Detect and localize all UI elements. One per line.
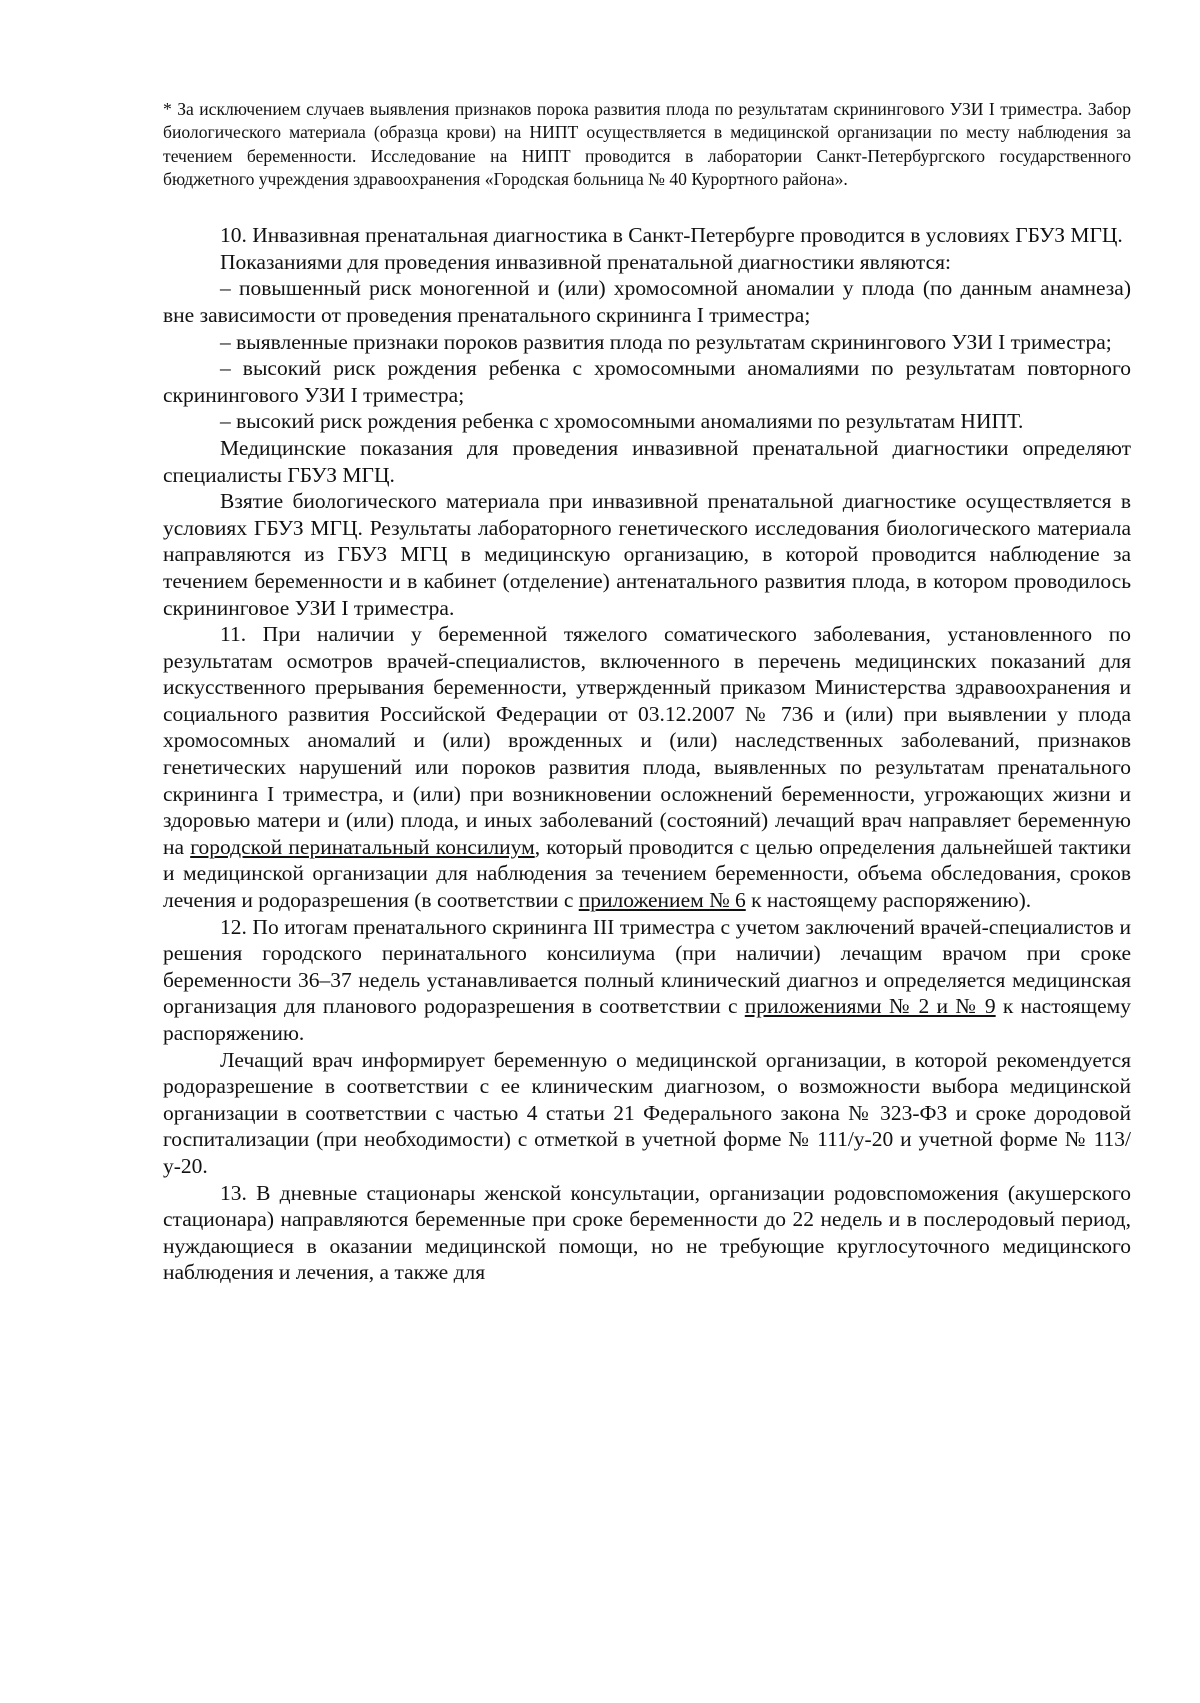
paragraph-12 xyxy=(163,914,1131,1047)
paragraph-11-text: , который проводится с целью определения дальнейшей тактики и медицинской организации для наблюдения за течением беременности, объема обследования, сроков лечения и родоразрешения (в соответствии с xyxy=(163,834,1131,913)
indication-item: – высокий риск рождения ребенка с хромосомными аномалиями по результатам НИПТ. xyxy=(220,409,1024,434)
appendix-6-link[interactable]: приложением № 6 xyxy=(578,888,746,913)
indication-item: – повышенный риск моногенной и (или) хромосомной аномалии у плода (по данным анамнеза) вне зависимости от проведения пренатального скрининга I триместра; xyxy=(163,276,1131,327)
indications-intro: Показаниями для проведения инвазивной пренатальной диагностики являются: xyxy=(220,249,951,274)
paragraph-12-text: к настоящему распоряжению. xyxy=(163,994,1131,1045)
footnote: * За исключением случаев выявления признаков порока развития плода по результатам скринингового УЗИ I триместра. Забор биологического материала (образца крови) на НИПТ осуществляется в медицинской организации по месту наблюдения за течением беременности. Исследование на НИПТ проводится в лаборатории Санкт-Петербургского государственного бюджетного учреждения здравоохранения «Городская больница № 40 Курортного района». xyxy=(163,99,1131,189)
paragraph-11 xyxy=(163,621,1131,914)
appendices-2-9-link[interactable]: приложениями № 2 и № 9 xyxy=(744,994,996,1019)
indication-item: – высокий риск рождения ребенка с хромосомными аномалиями по результатам повторного скринингового УЗИ I триместра; xyxy=(163,356,1131,407)
biomaterial-paragraph: Взятие биологического материала при инвазивной пренатальной диагностике осуществляется в условиях ГБУЗ МГЦ. Результаты лабораторного генетического исследования биологического материала направляются из ГБУЗ МГЦ в медицинскую организацию, в которой проводится наблюдение за течением беременности и в кабинет (отделение) антенатального развития плода, в котором проводилось скрининговое УЗИ I триместра. xyxy=(163,489,1131,620)
paragraph-12-text: 12. По итогам пренатального скрининга III триместра с учетом заключений врачей-специалистов и решения городского перинатального консилиума (при наличии) лечащим врачом при сроке беременности 36–37 недель устанавливается полный клинический диагноз и определяется медицинская организация для планового родоразрешения в соответствии с xyxy=(163,914,1131,1019)
paragraph-11-text: к настоящему распоряжению). xyxy=(745,888,1032,913)
perinatal-council-link[interactable]: городской перинатальный консилиум xyxy=(190,834,535,859)
paragraph-10: 10. Инвазивная пренатальная диагностика в Санкт-Петербурге проводится в условиях ГБУЗ МГЦ. xyxy=(220,223,1123,248)
document-body xyxy=(163,98,1131,1286)
indication-item: – выявленные признаки пороков развития плода по результатам скринингового УЗИ I триместра; xyxy=(220,329,1112,354)
paragraph-11-text: 11. При наличии у беременной тяжелого соматического заболевания, установленного по результатам осмотров врачей-специалистов, включенного в перечень медицинских показаний для искусственного прерывания беременности, утвержденный приказом Министерства здравоохранения и социального развития Российской Федерации от 03.12.2007 № 736 и (или) при выявлении у плода хромосомных аномалий и (или) врожденных и (или) наследственных заболеваний, признаков генетических нарушений или пороков развития плода, выявленных по результатам пренатального скрининга I триместра, и (или) при возникновении осложнений беременности, угрожающих жизни и здоровью матери и (или) плода, и иных заболеваний (состояний) лечащий врач направляет беременную на xyxy=(163,622,1131,859)
medical-indications-paragraph: Медицинские показания для проведения инвазивной пренатальной диагностики определяют специалисты ГБУЗ МГЦ. xyxy=(163,435,1131,487)
doctor-informs-paragraph: Лечащий врач информирует беременную о медицинской организации, в которой рекомендуется родоразрешение в соответствии с ее клиническим диагнозом, о возможности выбора медицинской организации в соответствии с частью 4 статьи 21 Федерального закона № 323-ФЗ и сроке дородовой госпитализации (при необходимости) с отметкой в учетной форме № 111/у-20 и учетной форме № 113/у-20. xyxy=(163,1047,1131,1178)
paragraph-13: 13. В дневные стационары женской консультации, организации родовспоможения (акушерского стационара) направляются беременные при сроке беременности до 22 недель и в послеродовый период, нуждающиеся в оказании медицинской помощи, но не требующие круглосуточного медицинского наблюдения и лечения, а также для xyxy=(163,1180,1131,1285)
